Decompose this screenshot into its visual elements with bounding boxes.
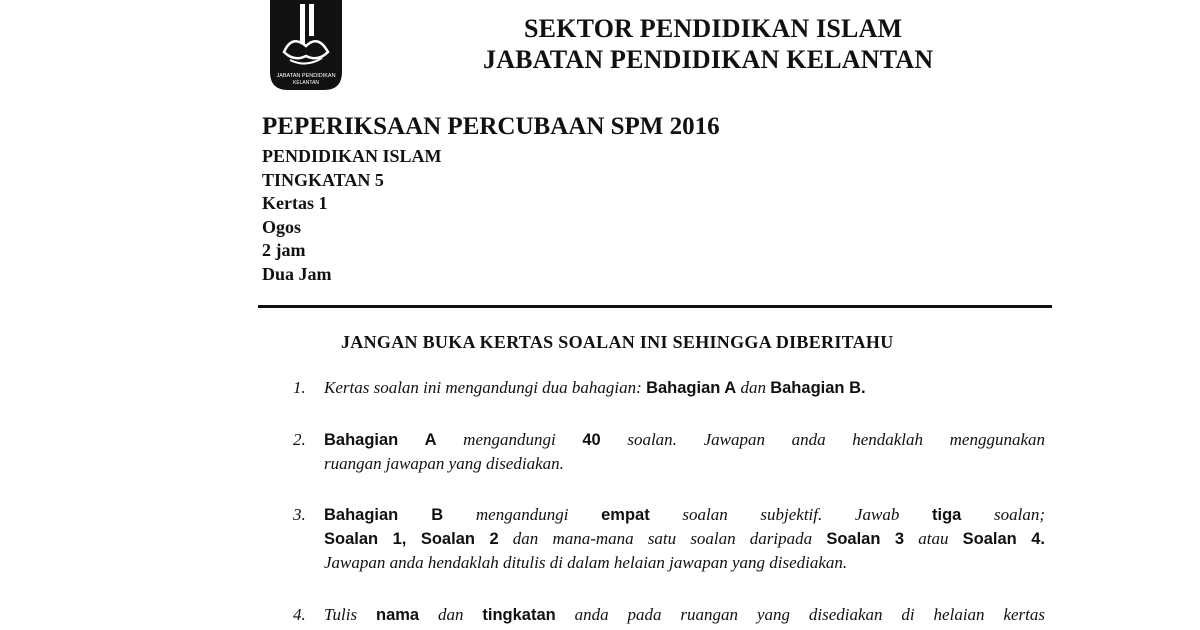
instruction-text	[324, 603, 1045, 627]
exam-form: TINGKATAN 5	[262, 169, 384, 190]
instruction-phrase: dan	[419, 605, 483, 624]
instruction-phrase: Kertas soalan ini mengandungi dua bahagian:	[324, 378, 647, 397]
exam-duration: 2 jam	[262, 240, 306, 260]
instruction-number: 4.	[293, 605, 306, 624]
instruction-number: 1.	[293, 378, 306, 397]
instruction-line	[324, 527, 1045, 551]
instruction-phrase: ruangan jawapan yang disediakan.	[324, 454, 564, 473]
exam-duration-words: Dua Jam	[262, 263, 332, 284]
divider-rule	[258, 305, 1052, 308]
instruction-phrase: dan mana-mana satu soalan daripada	[498, 529, 827, 548]
svg-text:JABATAN PENDIDIKAN: JABATAN PENDIDIKAN	[276, 73, 336, 79]
instruction-number: 3.	[293, 505, 306, 524]
instruction-line	[324, 452, 1045, 476]
bold-term: nama	[375, 606, 420, 624]
instruction-phrase: soalan;	[961, 505, 1046, 524]
instruction-text	[324, 503, 1045, 575]
instruction-line	[324, 376, 1045, 400]
exam-title: PEPERIKSAAN PERCUBAAN SPM 2016	[262, 113, 720, 140]
instruction-phrase: dan	[736, 378, 771, 397]
logo-emblem-icon	[266, 0, 346, 92]
jabatan-logo	[266, 0, 346, 92]
bold-term: empat	[601, 506, 650, 524]
bold-term: 40	[582, 431, 601, 449]
instruction-text	[324, 428, 1045, 476]
bold-term: tingkatan	[482, 606, 556, 624]
instruction-phrase: atau	[904, 529, 963, 548]
bold-term: tiga	[932, 506, 962, 524]
instruction-phrase: soalan subjektif. Jawab	[649, 505, 932, 524]
svg-text:KELANTAN: KELANTAN	[292, 80, 320, 86]
instruction-phrase: Jawapan anda hendaklah ditulis di dalam helaian jawapan yang disediakan.	[324, 553, 848, 572]
bold-term: Bahagian B.	[770, 379, 866, 397]
org-name-line-1: SEKTOR PENDIDIKAN ISLAM	[524, 14, 903, 43]
bold-term: Bahagian A	[324, 431, 437, 449]
warning-heading: JANGAN BUKA KERTAS SOALAN INI SEHINGGA DIBERITAHU	[341, 332, 894, 352]
instruction-text	[324, 376, 1045, 400]
bold-term: Soalan 1, Soalan 2	[324, 530, 499, 548]
exam-meta	[262, 145, 442, 286]
exam-paper: Kertas 1	[262, 193, 328, 213]
org-name-line-2: JABATAN PENDIDIKAN KELANTAN	[483, 45, 934, 74]
instruction-phrase: anda pada ruangan yang disediakan di helaian kertas	[555, 605, 1045, 624]
instruction-phrase: mengandungi	[443, 505, 602, 524]
bold-term: Soalan 3	[826, 530, 905, 548]
instruction-phrase: Tulis	[324, 605, 376, 624]
bold-term: Bahagian B	[324, 506, 444, 524]
bold-term: Bahagian A	[646, 379, 737, 397]
instruction-phrase: mengandungi	[436, 430, 583, 449]
bold-term: Soalan 4.	[962, 530, 1045, 548]
instruction-line	[324, 551, 1045, 575]
exam-month: Ogos	[262, 216, 302, 237]
instruction-line	[324, 428, 1045, 452]
instruction-line	[324, 503, 1045, 527]
instruction-line	[324, 603, 1045, 627]
instruction-number: 2.	[293, 430, 306, 449]
exam-subject: PENDIDIKAN ISLAM	[262, 146, 442, 166]
instruction-phrase: soalan. Jawapan anda hendaklah menggunakan	[600, 430, 1046, 449]
